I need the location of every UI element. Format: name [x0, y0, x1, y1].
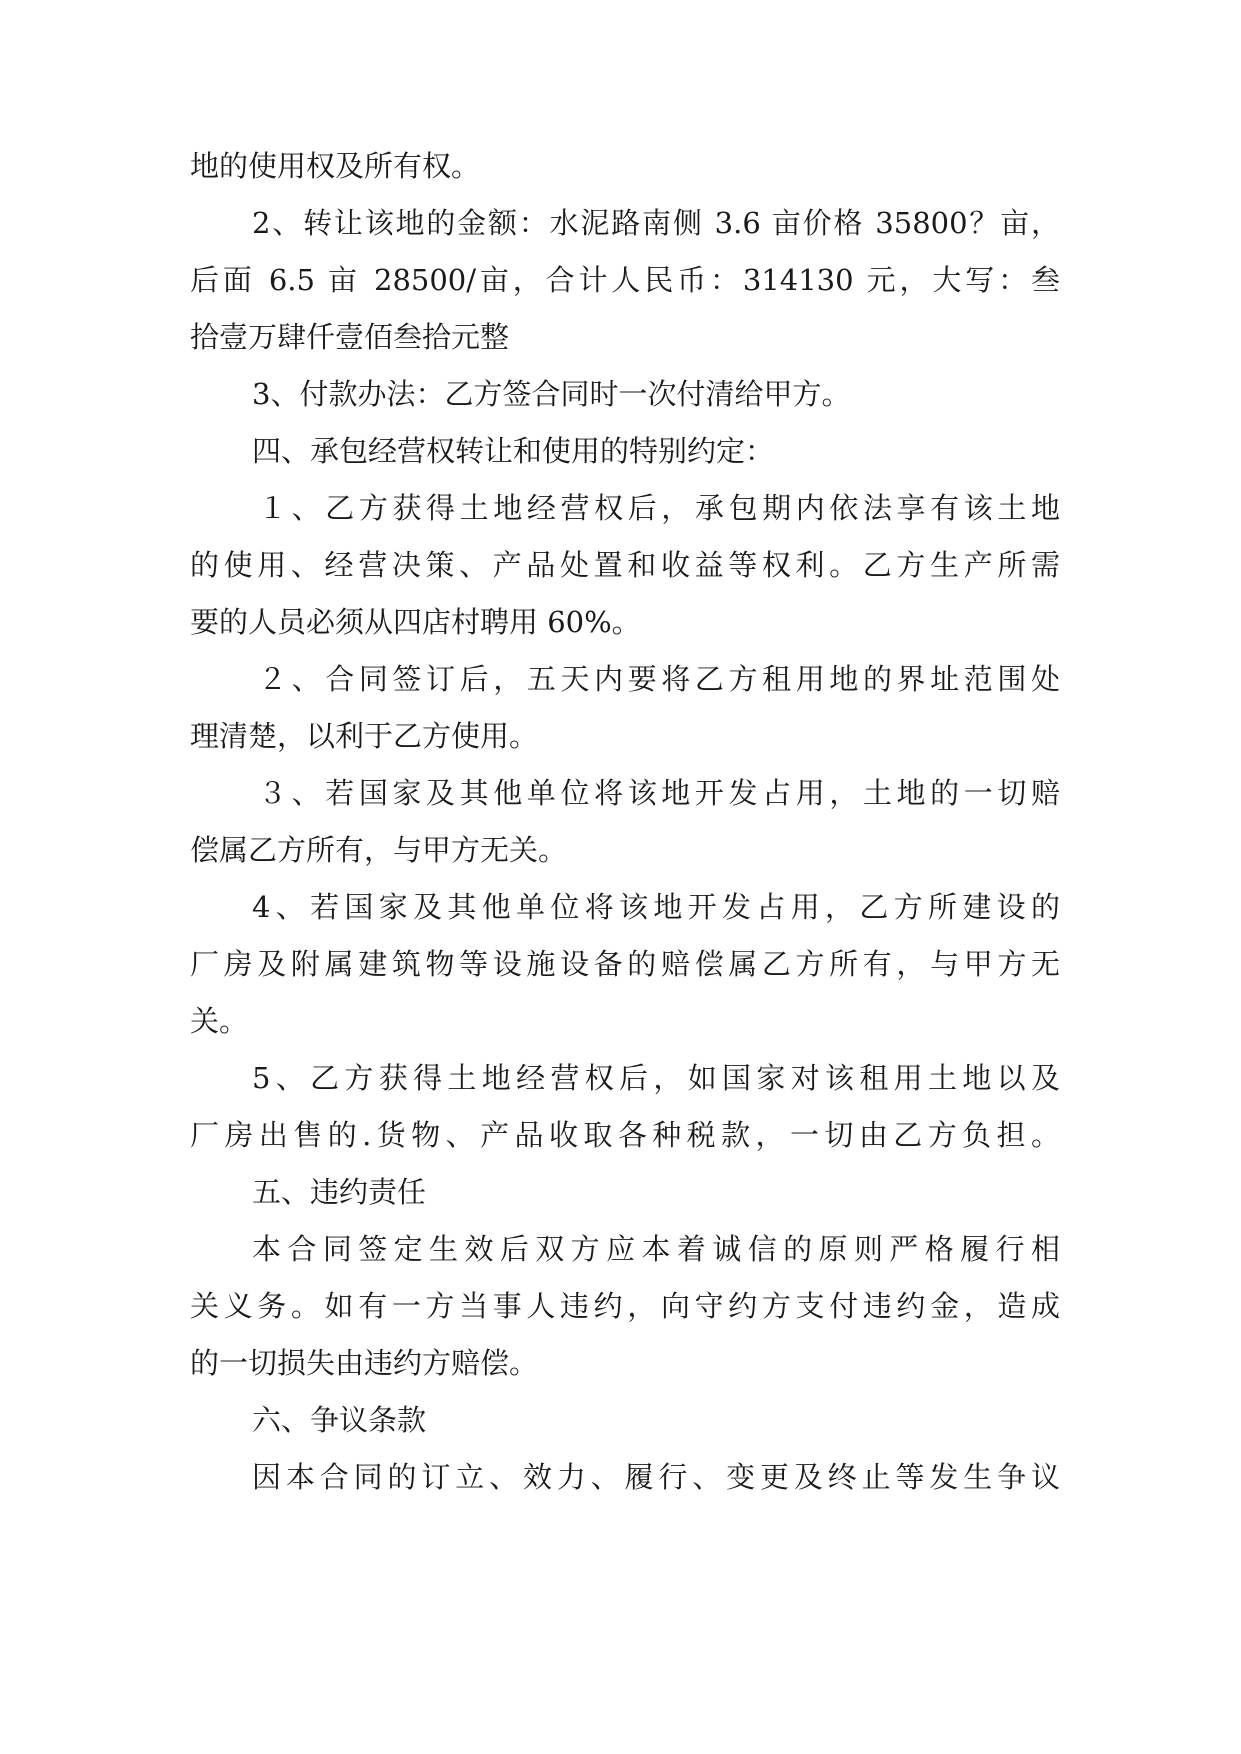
paragraph-line: 偿属乙方所有，与甲方无关。 [190, 833, 568, 867]
paragraph-line: ２、合同签订后，五天内要将乙方租用地的界址范围处 [258, 662, 1060, 696]
paragraph-line: 2、转让该地的金额：水泥路南侧 3.6 亩价格 35800？亩， [252, 206, 1060, 240]
section-heading: 六、争议条款 [252, 1403, 427, 1437]
paragraph-line: 3、付款办法：乙方签合同时一次付清给甲方。 [252, 377, 851, 411]
section-heading: 五、违约责任 [252, 1175, 427, 1209]
paragraph-line: 后面 6.5 亩 28500/亩，合计人民币：314130 元，大写：叁 [190, 263, 1060, 297]
paragraph-line: 拾壹万肆仟壹佰叁拾元整 [190, 320, 510, 354]
paragraph-line: 关。 [190, 1004, 249, 1038]
paragraph-line: 要的人员必须从四店村聘用 60%。 [190, 605, 641, 639]
paragraph-line: 地的使用权及所有权。 [190, 149, 481, 183]
paragraph-line: 厂房及附属建筑物等设施设备的赔偿属乙方所有，与甲方无 [190, 947, 1060, 981]
paragraph-line: 的一切损失由违约方赔偿。 [190, 1346, 539, 1380]
paragraph-line: 厂房出售的.货物、产品收取各种税款，一切由乙方负担。 [190, 1118, 1060, 1152]
paragraph-line: 4、若国家及其他单位将该地开发占用，乙方所建设的 [252, 890, 1060, 924]
paragraph-line: ３、若国家及其他单位将该地开发占用，土地的一切赔 [258, 776, 1060, 810]
paragraph-line: 因本合同的订立、效力、履行、变更及终止等发生争议 [252, 1460, 1060, 1494]
paragraph-line: 5、乙方获得土地经营权后，如国家对该租用土地以及 [252, 1061, 1060, 1095]
paragraph-line: 关义务。如有一方当事人违约，向守约方支付违约金，造成 [190, 1289, 1060, 1323]
paragraph-line: 本合同签定生效后双方应本着诚信的原则严格履行相 [252, 1232, 1060, 1266]
paragraph-line: 的使用、经营决策、产品处置和收益等权利。乙方生产所需 [190, 548, 1060, 582]
section-heading: 四、承包经营权转让和使用的特别约定： [252, 434, 775, 468]
paragraph-line: 理清楚，以利于乙方使用。 [190, 719, 539, 753]
paragraph-line: １、乙方获得土地经营权后，承包期内依法享有该土地 [258, 491, 1060, 525]
